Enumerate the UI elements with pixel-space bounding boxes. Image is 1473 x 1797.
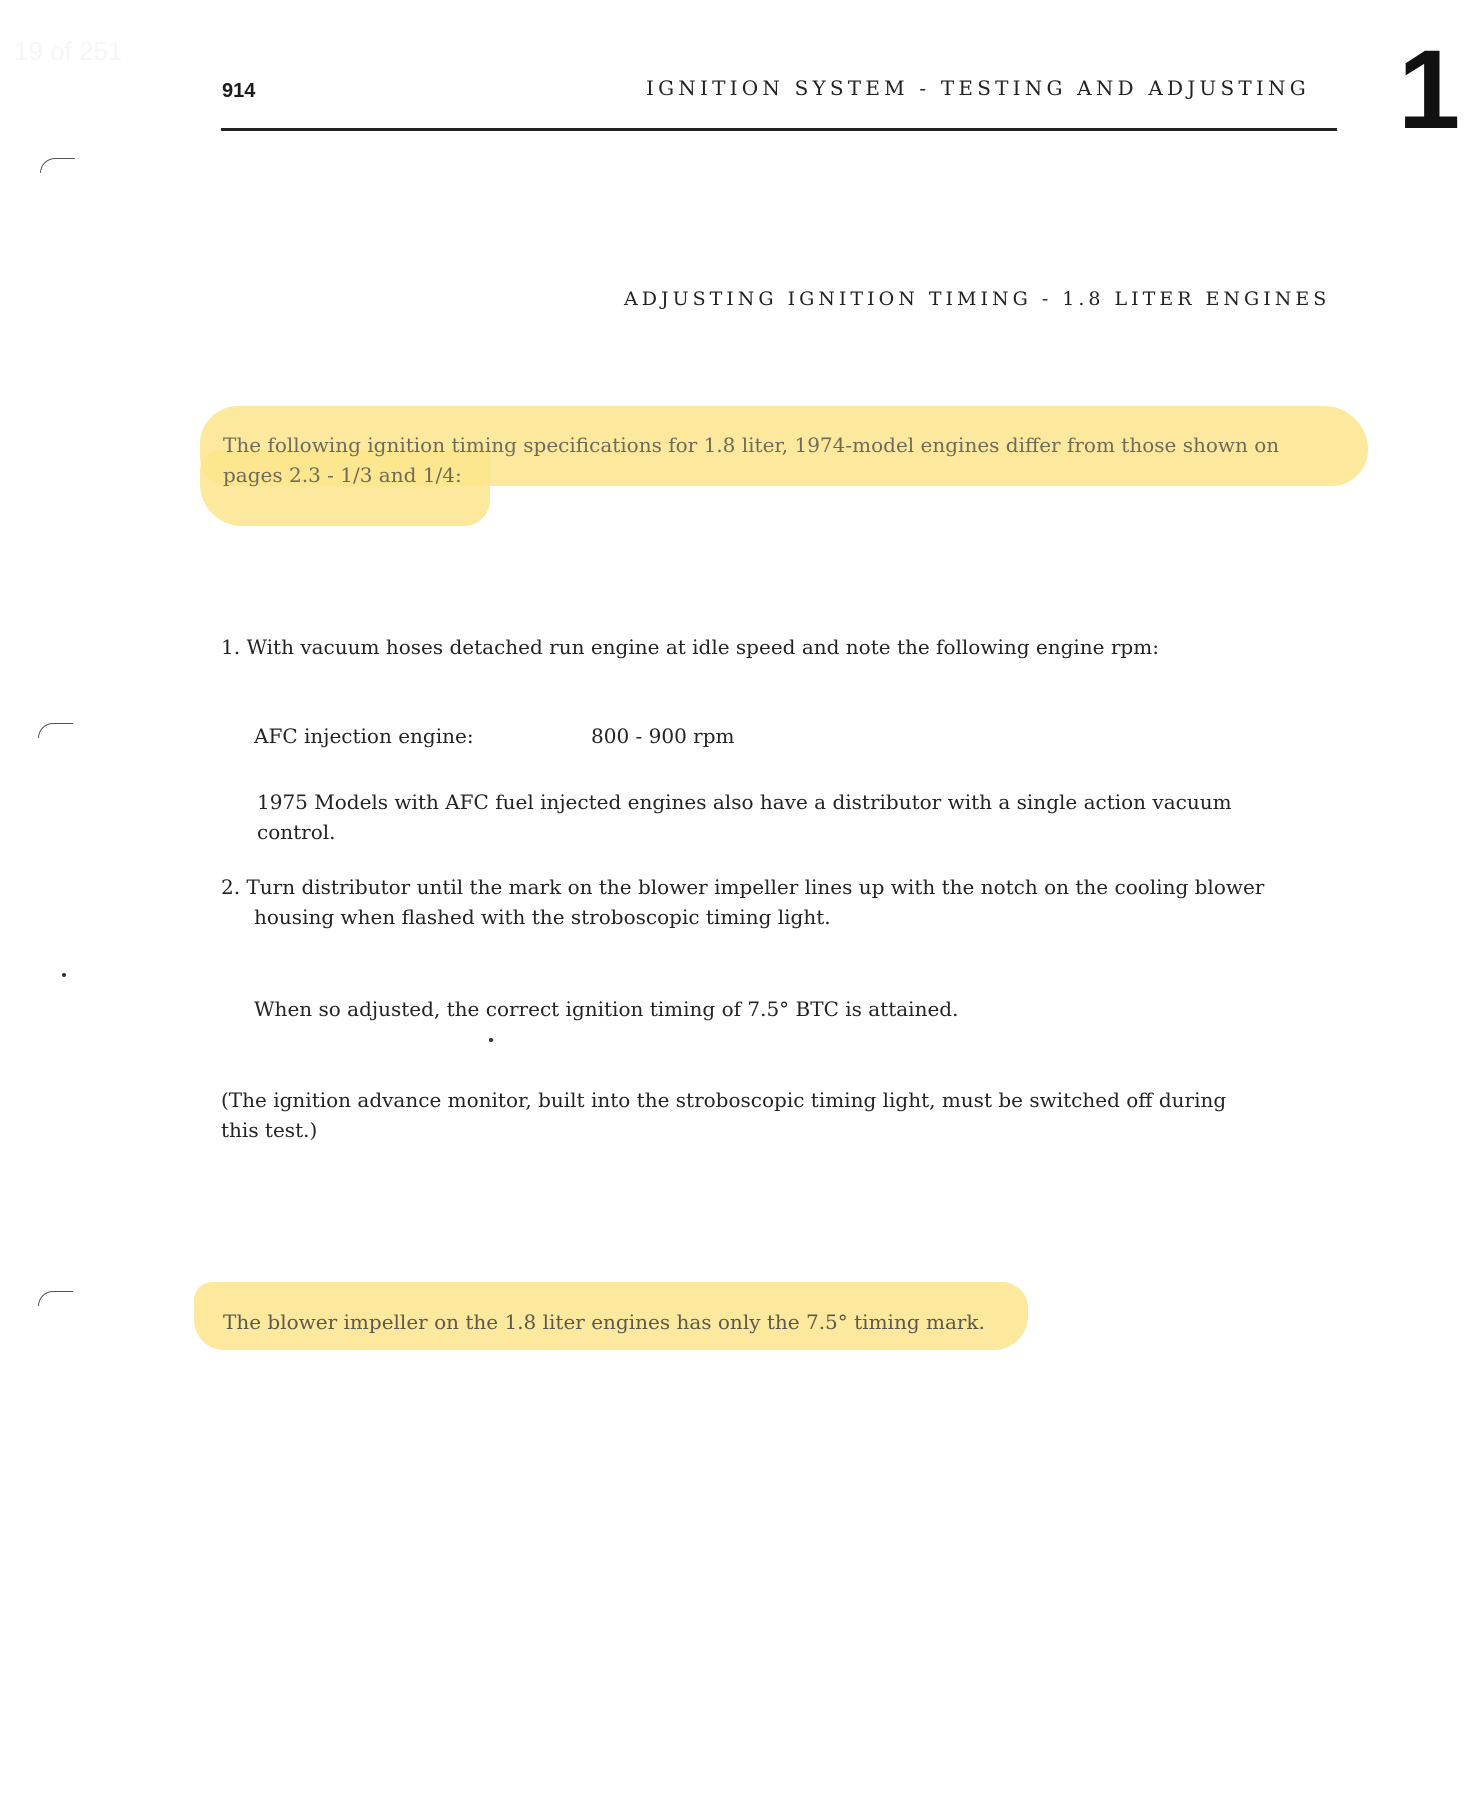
- binder-hole-mark: [38, 1291, 73, 1306]
- advance-monitor-line-1: (The ignition advance monitor, built into the stroboscopic timing light, must be switched off during: [221, 1088, 1227, 1112]
- page-number: 914: [222, 80, 256, 102]
- section-number: 1: [1398, 27, 1461, 152]
- intro-paragraph: [223, 430, 1343, 490]
- page-counter-ghost: 19 of 251: [14, 36, 123, 66]
- intro-line-2: pages 2.3 - 1/3 and 1/4:: [223, 463, 462, 487]
- binder-hole-mark: [40, 158, 75, 173]
- timing-result: When so adjusted, the correct ignition timing of 7.5° BTC is attained.: [254, 997, 959, 1021]
- scan-speck: [489, 1038, 493, 1042]
- afc-engine-rpm: 800 - 900 rpm: [591, 724, 735, 748]
- step-1: 1. With vacuum hoses detached run engine at idle speed and note the following engine rpm:: [221, 635, 1159, 659]
- note-1975-models: [257, 787, 1277, 847]
- running-header: IGNITION SYSTEM - TESTING AND ADJUSTING: [646, 76, 1310, 100]
- step-2-line-2: housing when flashed with the stroboscopic timing light.: [254, 905, 831, 929]
- afc-engine-label: AFC injection engine:: [254, 724, 474, 748]
- note-1975-line-1: 1975 Models with AFC fuel injected engines also have a distributor with a single action vacuum: [257, 790, 1232, 814]
- section-title: ADJUSTING IGNITION TIMING - 1.8 LITER ENGINES: [624, 288, 1331, 310]
- intro-line-1: The following ignition timing specifications for 1.8 liter, 1974-model engines differ from those shown on: [223, 433, 1280, 457]
- advance-monitor-line-2: this test.): [221, 1118, 318, 1142]
- step-2: [221, 872, 1331, 932]
- step-2-line-1: 2. Turn distributor until the mark on the blower impeller lines up with the notch on the cooling blower: [221, 875, 1265, 899]
- header-rule: [221, 128, 1337, 131]
- note-1975-line-2: control.: [257, 820, 336, 844]
- advance-monitor-note: [221, 1085, 1321, 1145]
- scan-speck: [62, 973, 66, 977]
- binder-hole-mark: [38, 723, 73, 738]
- blower-impeller-note: The blower impeller on the 1.8 liter engines has only the 7.5° timing mark.: [223, 1310, 985, 1334]
